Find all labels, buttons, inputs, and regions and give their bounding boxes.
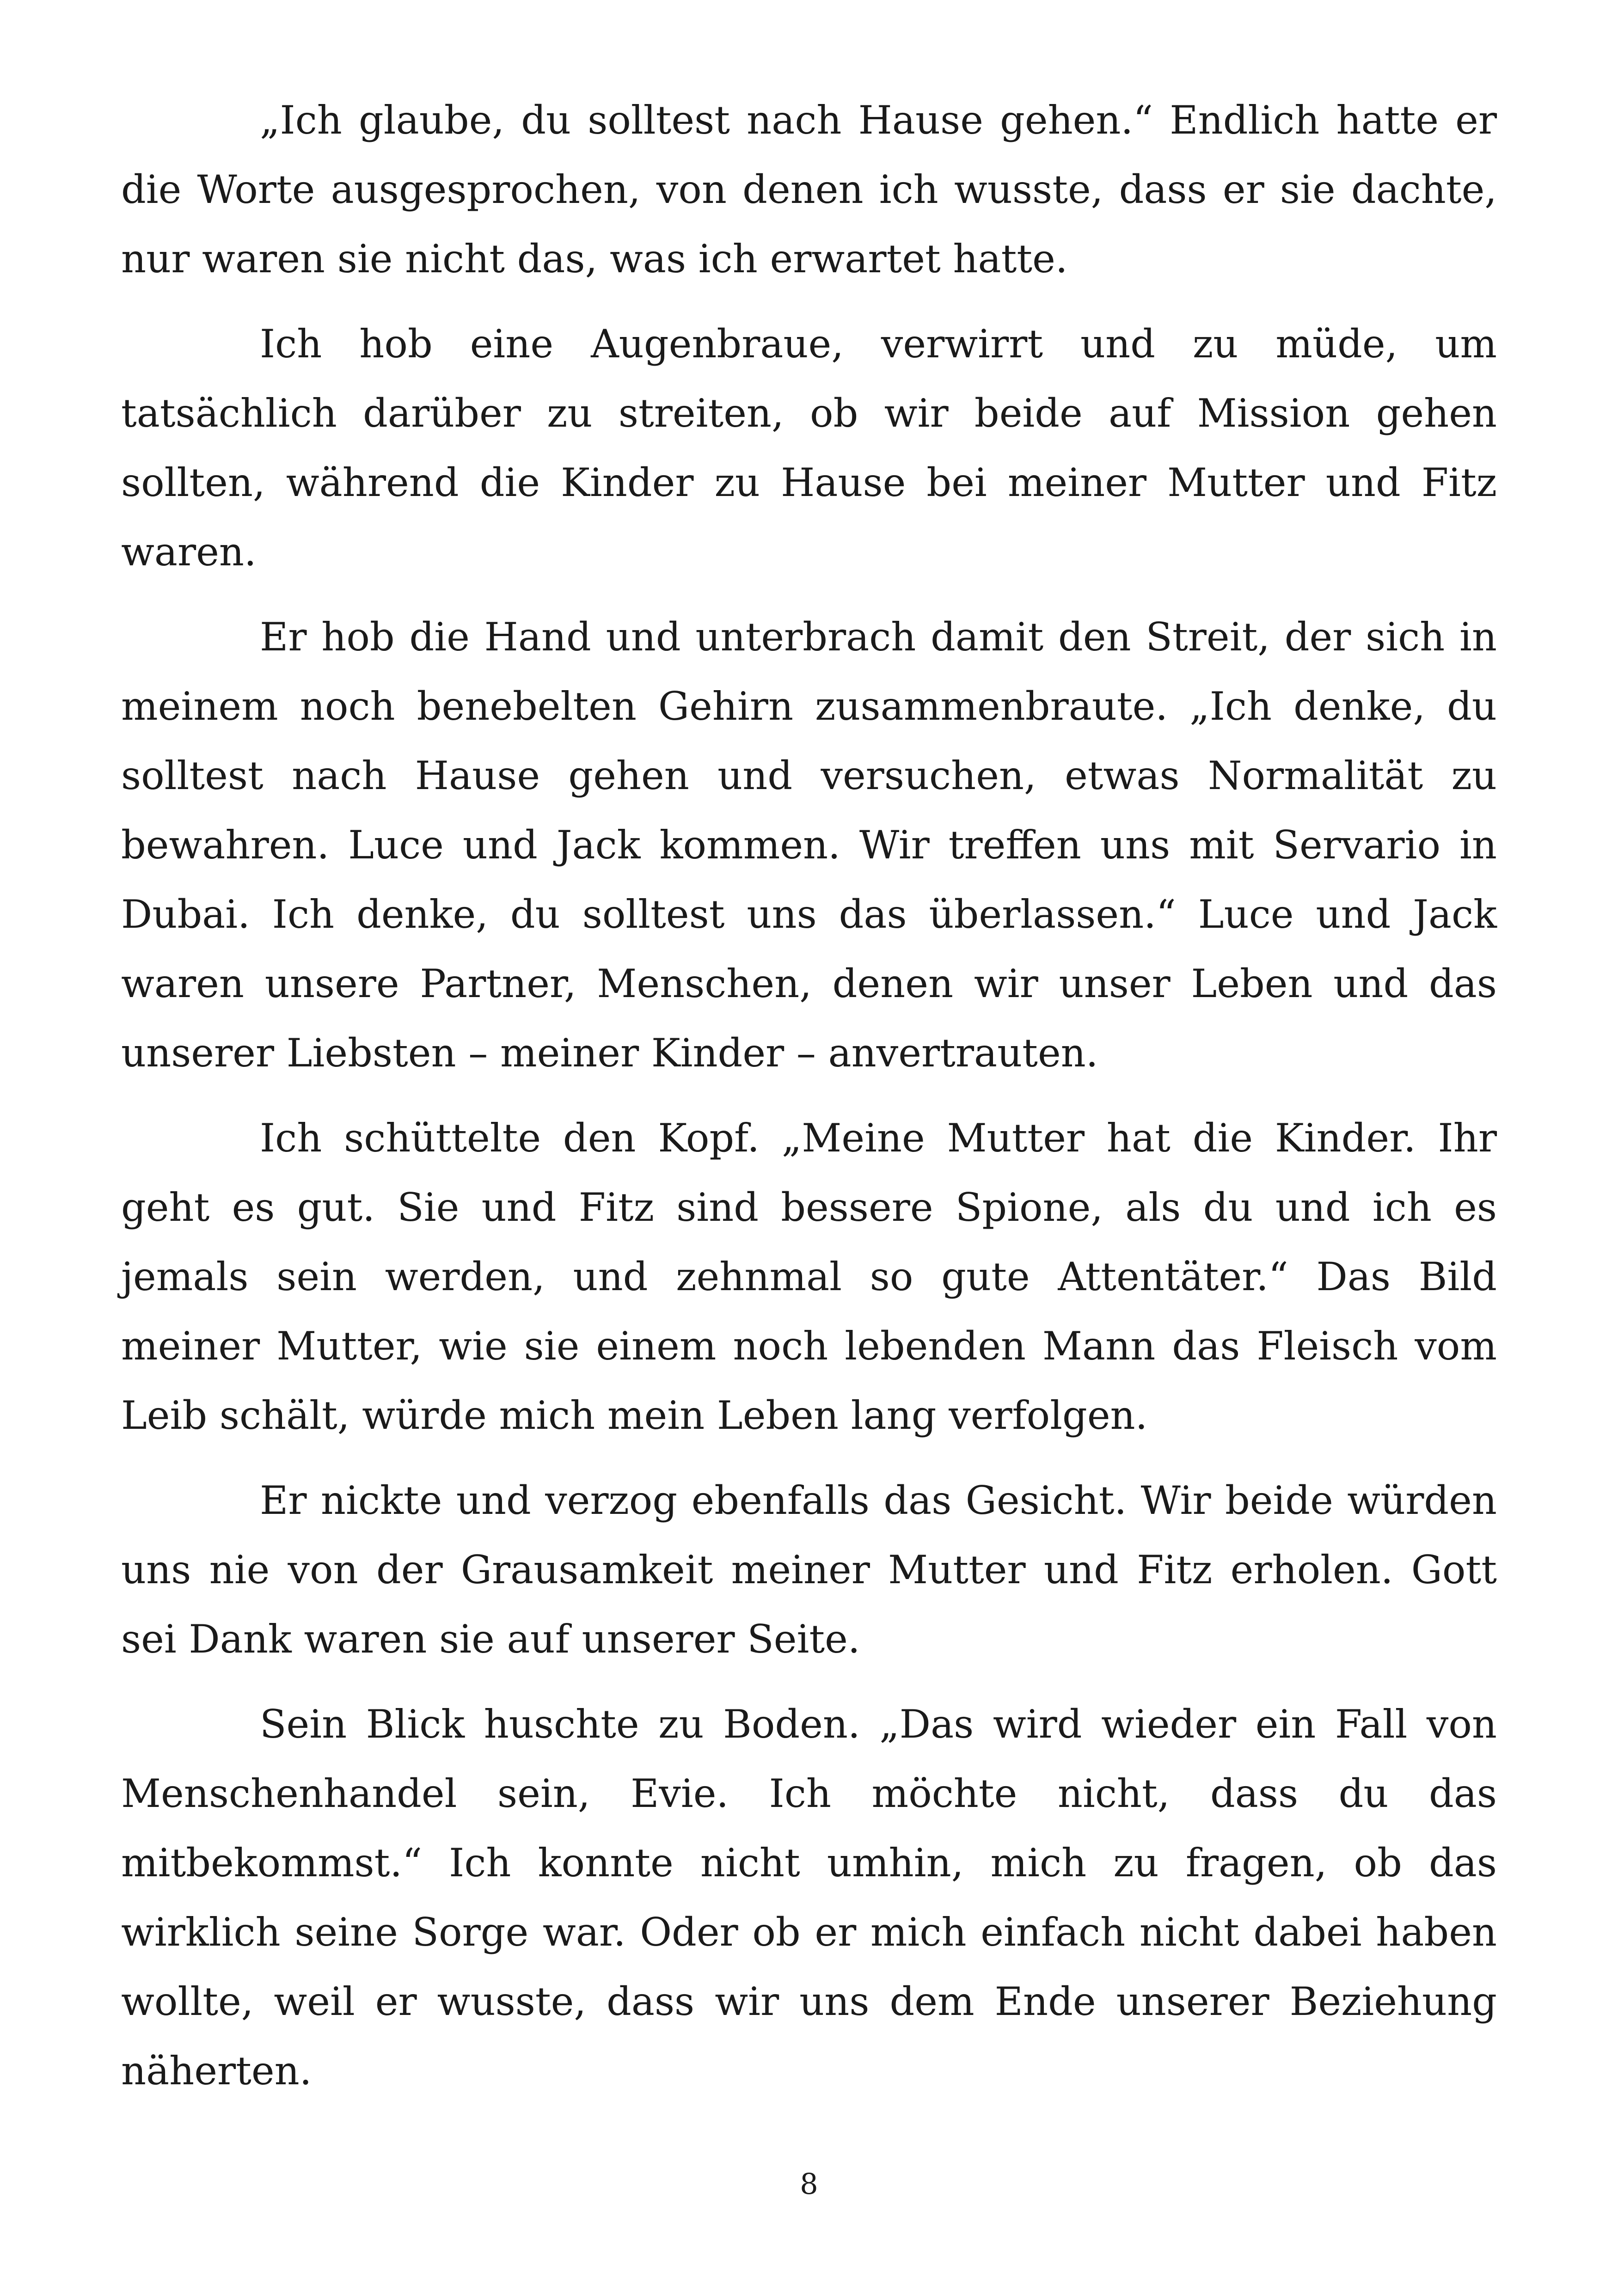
paragraph-1: „Ich glaube, du solltest nach Hause gehen.“ Endlich hatte er die Worte ausgesprochen, von denen ich wusste, dass er sie dachte, nur waren sie nicht das, was ich erwartet hatte. — [121, 98, 1497, 282]
body-text — [121, 86, 1497, 2121]
paragraph-4: Ich schüttelte den Kopf. „Meine Mutter hat die Kinder. Ihr geht es gut. Sie und Fitz sind bessere Spione, als du und ich es jemals sein werden, und zehnmal so gute Attentäter.“ Das Bild meiner Mutter, wie sie einem noch lebenden Mann das Fleisch vom Leib schält, würde mich mein Leben lang verfolgen. — [121, 1115, 1497, 1438]
paragraph-5: Er nickte und verzog ebenfalls das Gesicht. Wir beide würden uns nie von der Grausamkeit meiner Mutter und Fitz erholen. Gott sei Dank waren sie auf unserer Seite. — [121, 1478, 1497, 1662]
paragraph-6: Sein Blick huschte zu Boden. „Das wird wieder ein Fall von Menschenhandel sein, Evie. Ich möchte nicht, dass du das mitbekommst.“ Ich konnte nicht umhin, mich zu fragen, ob das wirklich seine Sorge war. Oder ob er mich einfach nicht dabei haben wollte, weil er wusste, dass wir uns dem Ende unserer Beziehung näherten. — [121, 1702, 1497, 2094]
paragraph-2: Ich hob eine Augenbraue, verwirrt und zu müde, um tatsächlich darüber zu streiten, ob wir beide auf Mission gehen sollten, während die Kinder zu Hause bei meiner Mutter und Fitz waren. — [121, 321, 1497, 575]
page-number: 8 — [800, 2167, 818, 2201]
paragraph-3: Er hob die Hand und unterbrach damit den Streit, der sich in meinem noch benebelten Gehirn zusammenbraute. „Ich denke, du solltest nach Hause gehen und versuchen, etwas Normalität zu bewahren. Luce und Jack kommen. Wir treffen uns mit Servario in Dubai. Ich denke, du solltest uns das überlassen.“ Luce und Jack waren unsere Partner, Menschen, denen wir unser Leben und das unserer Liebsten – meiner Kinder – anvertrauten. — [121, 614, 1497, 1076]
